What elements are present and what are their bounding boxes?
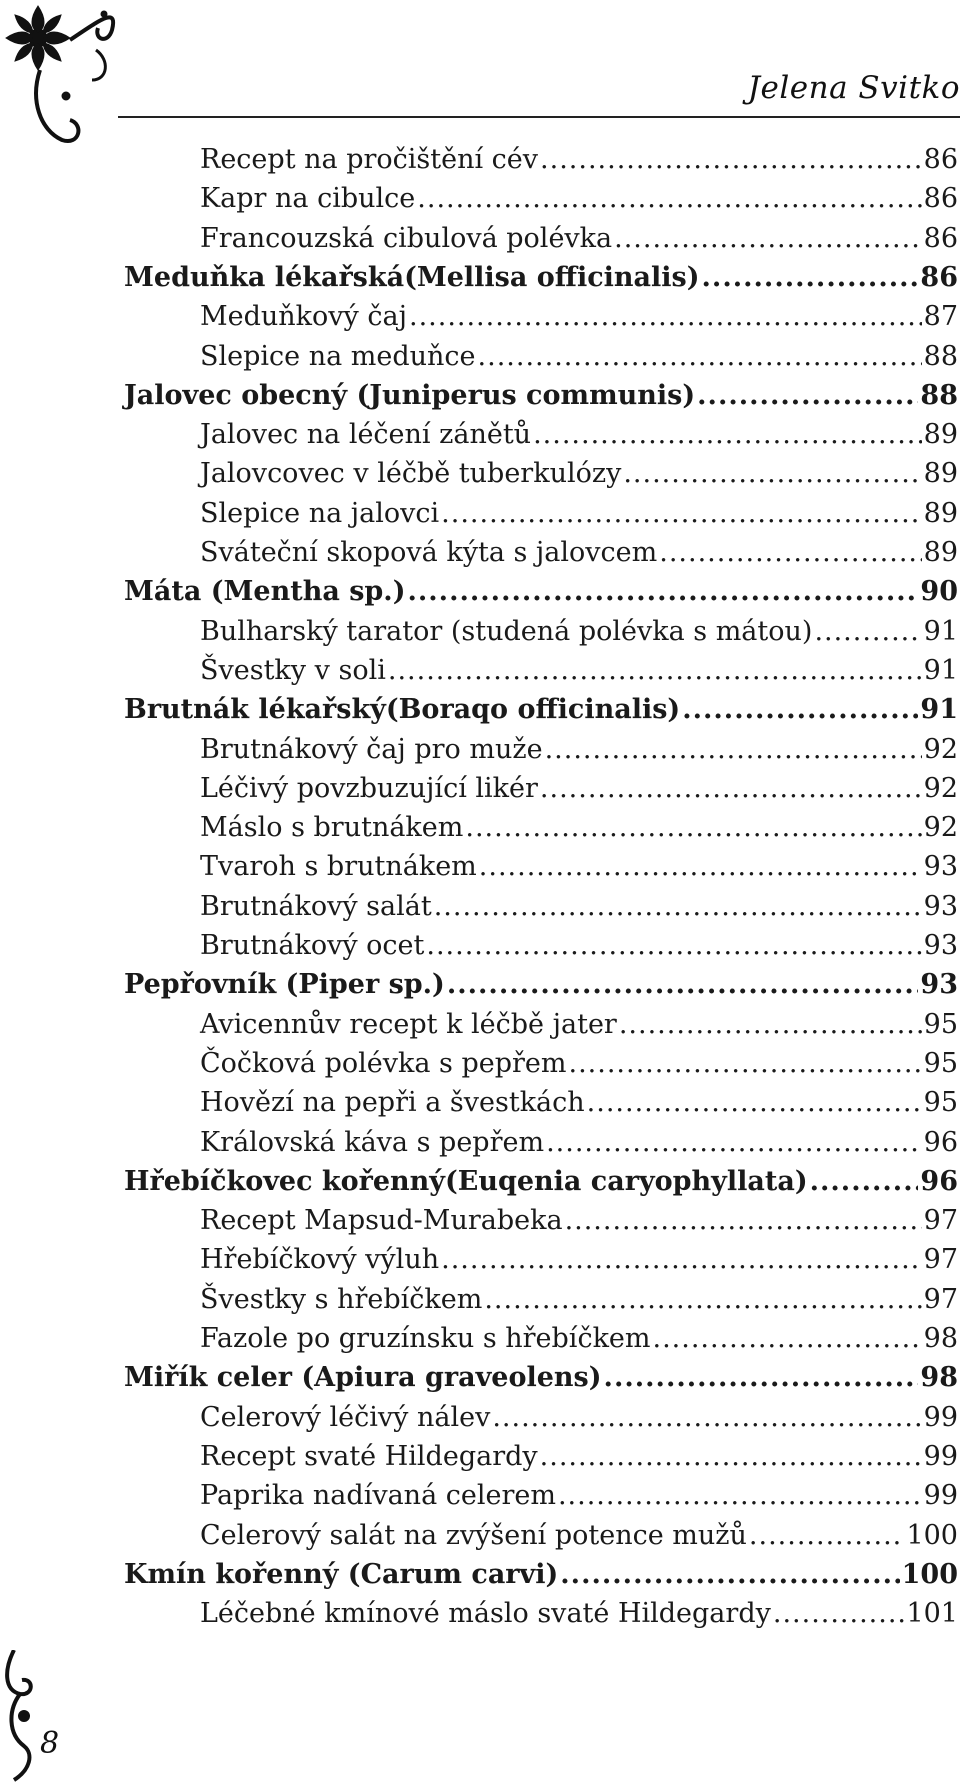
toc-dot-leader	[540, 769, 922, 809]
toc-dot-leader	[810, 1162, 919, 1202]
toc-entry-title: Recept svaté Hildegardy	[200, 1440, 538, 1472]
toc-entry-title: Jalovcovec v léčbě tuberkulózy	[200, 458, 622, 490]
toc-entry-title: Kmín kořenný (Carum carvi)	[124, 1558, 559, 1590]
toc-dot-leader	[614, 219, 922, 259]
toc-entry-title: Hovězí na pepři a švestkách	[200, 1087, 585, 1119]
toc-entry-title: Slepice na meduňce	[200, 340, 476, 372]
toc-entry-page: 92	[923, 733, 958, 765]
toc-entry-title: Recept na pročištění cév	[200, 144, 539, 175]
toc-entry-page: 89	[923, 497, 958, 529]
toc-entry-title: Miřík celer (Apiura graveolens)	[124, 1362, 602, 1394]
toc-entry-title: Čočková polévka s pepřem	[200, 1047, 567, 1079]
toc-entry-page: 91	[923, 615, 958, 647]
toc-entry-page: 87	[923, 301, 958, 333]
toc-entry-page: 97	[923, 1283, 958, 1315]
toc-chapter-entry	[124, 572, 958, 612]
toc-dot-leader	[558, 1476, 922, 1516]
toc-dot-leader	[492, 1398, 921, 1438]
toc-recipe-entry	[200, 887, 958, 927]
toc-entry-page: 89	[923, 419, 958, 451]
toc-recipe-entry	[200, 1516, 958, 1556]
toc-recipe-entry	[200, 1240, 958, 1280]
toc-dot-leader	[484, 1280, 921, 1320]
toc-entry-title: Avicennův recept k léčbě jater	[200, 1008, 617, 1040]
toc-entry-page: 91	[923, 654, 958, 686]
toc-entry-page: 86	[923, 144, 958, 175]
toc-dot-leader	[623, 454, 921, 494]
toc-entry-page: 98	[920, 1362, 958, 1394]
toc-entry-page: 97	[923, 1244, 958, 1276]
toc-entry-title: Hřebíčkovec kořenný(Euqenia caryophyllata)	[124, 1165, 808, 1197]
toc-dot-leader	[465, 808, 921, 848]
toc-entry-page: 98	[923, 1323, 958, 1354]
toc-recipe-entry	[200, 454, 958, 494]
toc-dot-leader	[545, 730, 922, 770]
toc-entry-page: 92	[923, 812, 958, 844]
toc-entry-title: Fazole po gruzínsku s hřebíčkem	[200, 1323, 651, 1354]
toc-dot-leader	[388, 651, 922, 691]
toc-entry-page: 93	[920, 969, 958, 1001]
toc-recipe-entry	[200, 1083, 958, 1123]
toc-entry-title: Sváteční skopová kýta s jalovcem	[200, 537, 658, 568]
toc-recipe-entry	[200, 808, 958, 848]
toc-recipe-entry	[200, 847, 958, 887]
toc-dot-leader	[565, 1201, 922, 1241]
toc-entry-title: Brutnákový ocet	[200, 930, 425, 961]
toc-entry-page: 88	[923, 340, 958, 372]
toc-entry-title: Léčivý povzbuzující likér	[200, 772, 538, 804]
toc-recipe-entry	[200, 494, 958, 534]
toc-entry-title: Královská káva s pepřem	[200, 1126, 545, 1158]
page-number: 8	[40, 1726, 60, 1761]
toc-dot-leader	[417, 179, 921, 219]
toc-entry-title: Hřebíčkový výluh	[200, 1244, 440, 1276]
toc-entry-page: 93	[923, 890, 958, 922]
toc-dot-leader	[749, 1516, 905, 1556]
toc-entry-title: Meduňkový čaj	[200, 301, 407, 333]
toc-entry-page: 86	[923, 183, 958, 215]
toc-entry-title: Jalovec na léčení zánětů	[200, 419, 532, 451]
toc-entry-page: 86	[920, 261, 958, 293]
toc-recipe-entry	[200, 1476, 958, 1516]
toc-recipe-entry	[200, 1437, 958, 1477]
toc-dot-leader	[409, 297, 922, 337]
toc-recipe-entry	[200, 1123, 958, 1163]
toc-chapter-entry	[124, 376, 958, 416]
toc-dot-leader	[426, 926, 921, 966]
toc-entry-title: Léčebné kmínové máslo svaté Hildegardy	[200, 1598, 771, 1630]
toc-entry-page: 88	[920, 379, 958, 411]
toc-recipe-entry	[200, 179, 958, 219]
toc-entry-title: Meduňka lékařská(Mellisa officinalis)	[124, 261, 700, 293]
toc-entry-title: Švestky v soli	[200, 654, 386, 686]
toc-dot-leader	[533, 415, 922, 455]
toc-entry-title: Paprika nadívaná celerem	[200, 1480, 556, 1512]
toc-recipe-entry	[200, 337, 958, 377]
toc-chapter-entry	[124, 965, 958, 1005]
toc-entry-page: 100	[901, 1558, 958, 1590]
toc-entry-page: 96	[923, 1126, 958, 1158]
toc-dot-leader	[441, 494, 921, 534]
toc-dot-leader	[407, 572, 918, 612]
toc-dot-leader	[479, 847, 922, 887]
toc-entry-page: 97	[923, 1205, 958, 1237]
toc-entry-page: 96	[920, 1165, 958, 1197]
toc-chapter-entry	[124, 258, 958, 298]
toc-dot-leader	[773, 1594, 905, 1634]
toc-entry-title: Brutnákový čaj pro muže	[200, 733, 543, 765]
toc-entry-title: Máta (Mentha sp.)	[124, 576, 406, 608]
toc-dot-leader	[434, 887, 922, 927]
toc-chapter-entry	[124, 690, 958, 730]
toc-recipe-entry	[200, 1398, 958, 1438]
toc-entry-page: 92	[923, 772, 958, 804]
toc-entry-page: 99	[923, 1401, 958, 1433]
toc-dot-leader	[604, 1358, 919, 1398]
toc-recipe-entry	[200, 1005, 958, 1045]
toc-recipe-entry	[200, 651, 958, 691]
toc-recipe-entry	[200, 140, 958, 180]
toc-dot-leader	[540, 140, 922, 180]
toc-entry-page: 89	[923, 458, 958, 490]
toc-recipe-entry	[200, 730, 958, 770]
toc-chapter-entry	[124, 1162, 958, 1202]
toc-entry-title: Francouzská cibulová polévka	[200, 222, 613, 254]
toc-dot-leader	[587, 1083, 922, 1123]
toc-entry-title: Pepřovník (Piper sp.)	[124, 969, 445, 1001]
toc-dot-leader	[546, 1123, 922, 1163]
toc-recipe-entry	[200, 533, 958, 573]
toc-entry-page: 99	[923, 1440, 958, 1472]
toc-entry-title: Bulharský tarator (studená polévka s mátou)	[200, 615, 813, 647]
toc-dot-leader	[702, 258, 919, 298]
toc-entry-page: 101	[906, 1598, 958, 1630]
toc-recipe-entry	[200, 1201, 958, 1241]
toc-entry-page: 95	[923, 1087, 958, 1119]
toc-recipe-entry	[200, 415, 958, 455]
toc-entry-title: Jalovec obecný (Juniperus communis)	[124, 379, 696, 411]
toc-entry-page: 95	[923, 1008, 958, 1040]
toc-entry-page: 93	[923, 930, 958, 961]
toc-entry-page: 95	[923, 1047, 958, 1079]
toc-recipe-entry	[200, 297, 958, 337]
toc-recipe-entry	[200, 1594, 958, 1634]
toc-dot-leader	[478, 337, 922, 377]
floral-ornament-icon	[0, 0, 140, 150]
toc-entry-title: Kapr na cibulce	[200, 183, 416, 215]
toc-entry-title: Recept Mapsud-Murabeka	[200, 1205, 563, 1237]
toc-entry-title: Tvaroh s brutnákem	[200, 851, 477, 883]
toc-entry-page: 100	[906, 1519, 958, 1551]
toc-recipe-entry	[200, 1319, 958, 1359]
toc-entry-title: Máslo s brutnákem	[200, 812, 464, 844]
toc-recipe-entry	[200, 926, 958, 966]
toc-dot-leader	[441, 1240, 922, 1280]
toc-dot-leader	[569, 1044, 922, 1084]
toc-recipe-entry	[200, 1280, 958, 1320]
toc-dot-leader	[814, 612, 921, 652]
toc-entry-title: Brutnákový salát	[200, 890, 432, 922]
toc-dot-leader	[619, 1005, 922, 1045]
header-rule	[118, 116, 960, 118]
toc-entry-page: 90	[920, 576, 958, 608]
toc-entry-title: Švestky s hřebíčkem	[200, 1283, 483, 1315]
toc-chapter-entry	[124, 1555, 958, 1595]
toc-recipe-entry	[200, 612, 958, 652]
toc-entry-title: Celerový salát na zvýšení potence mužů	[200, 1519, 747, 1551]
toc-dot-leader	[659, 533, 921, 573]
swirl-ornament-icon	[0, 1650, 60, 1786]
toc-entry-title: Brutnák lékařský(Boraqo officinalis)	[124, 694, 681, 726]
toc-entry-title: Slepice na jalovci	[200, 497, 440, 529]
toc-recipe-entry	[200, 219, 958, 259]
toc-dot-leader	[682, 690, 918, 730]
toc-chapter-entry	[124, 1358, 958, 1398]
toc-entry-page: 93	[923, 851, 958, 883]
toc-dot-leader	[540, 1437, 922, 1477]
toc-dot-leader	[653, 1319, 922, 1359]
toc-entry-page: 99	[923, 1480, 958, 1512]
toc-recipe-entry	[200, 1044, 958, 1084]
toc-dot-leader	[560, 1555, 899, 1595]
toc-entry-page: 86	[923, 222, 958, 254]
running-header-author: Jelena Svitko	[747, 70, 960, 106]
toc-entry-page: 91	[920, 694, 958, 726]
toc-dot-leader	[447, 965, 919, 1005]
toc-dot-leader	[697, 376, 918, 416]
toc-recipe-entry	[200, 769, 958, 809]
toc-entry-title: Celerový léčivý nálev	[200, 1401, 491, 1433]
toc-entry-page: 89	[923, 537, 958, 568]
